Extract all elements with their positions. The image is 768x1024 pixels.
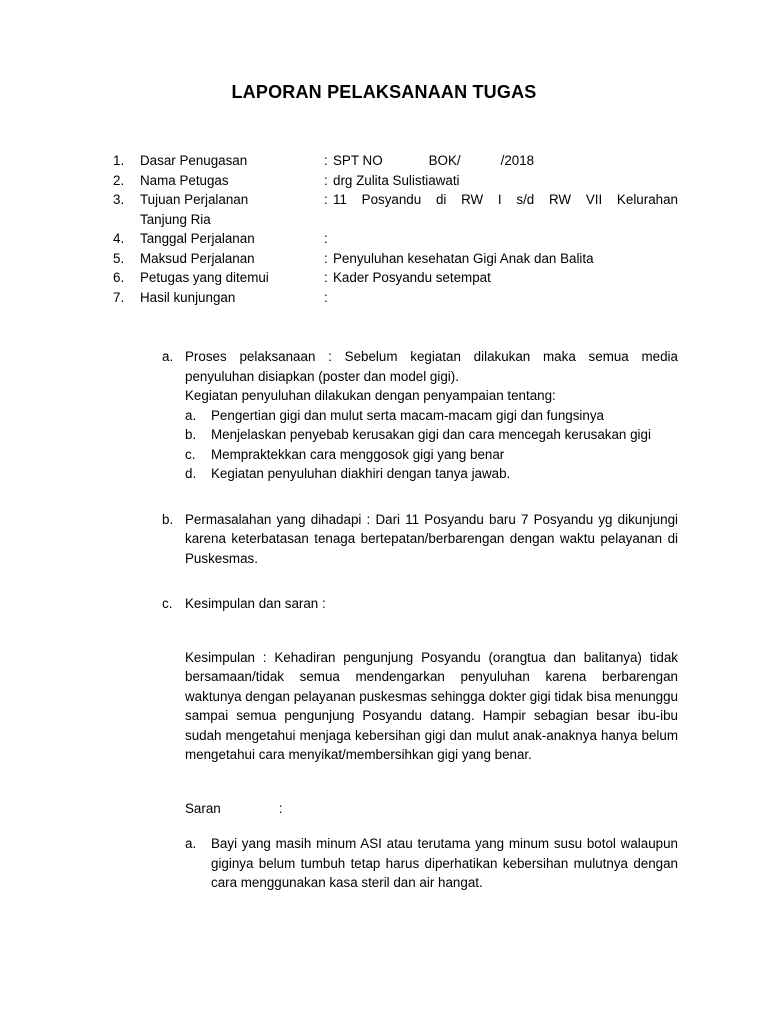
item-number: 4. — [113, 231, 125, 246]
spacer — [113, 329, 678, 347]
sub-item-text: Menjelaskan penyebab kerusakan gigi dan cara mencegah kerusakan gigi — [211, 427, 651, 442]
identification-row — [113, 249, 678, 269]
identification-row — [113, 268, 678, 288]
sub-item — [185, 464, 678, 484]
item-value: Penyuluhan kesehatan Gigi Anak dan Balita — [333, 250, 594, 266]
item-colon: : — [324, 289, 328, 305]
suggestion-heading-colon: : — [278, 800, 283, 816]
result-item-c-text: Kesimpulan dan saran : — [185, 596, 326, 611]
identification-row — [113, 288, 678, 308]
result-item-a-intro: Kegiatan penyuluhan dilakukan dengan penyampaian tentang: — [185, 388, 556, 403]
item-label: Hasil kunjungan — [140, 289, 236, 305]
sub-item — [185, 425, 678, 445]
item-value: 11 Posyandu di RW I s/d RW VII Kelurahan — [333, 192, 678, 207]
result-item-a — [113, 347, 678, 484]
item-number: 1. — [113, 153, 125, 168]
item-label: Tujuan Perjalanan — [140, 192, 249, 207]
result-item-c — [113, 594, 678, 614]
results-section — [113, 329, 678, 893]
item-colon: : — [324, 270, 328, 285]
suggestion-item-text: Bayi yang masih minum ASI atau terutama yang minum susu botol walaupun giginya belum tumbuh tetap harus diperhatikan kebersihan mulutnya dengan cara menggunakan kasa steril dan air hangat. — [211, 836, 678, 890]
item-number: 2. — [113, 172, 125, 188]
sub-item — [185, 445, 678, 465]
item-label: Nama Petugas — [140, 172, 229, 188]
identification-row — [113, 151, 678, 171]
spacer — [113, 484, 678, 510]
item-label: Tanggal Perjalanan — [140, 231, 255, 246]
sub-item-marker: c. — [185, 446, 196, 462]
suggestion-item — [185, 834, 678, 893]
spacer — [185, 765, 678, 799]
result-item-c-marker: c. — [162, 596, 173, 611]
item-colon: : — [324, 192, 328, 207]
result-item-a-text: Proses pelaksanaan : Sebelum kegiatan dilakukan maka semua media penyuluhan disiapkan (poster dan model gigi). — [185, 349, 678, 384]
sub-item-text: Mempraktekkan cara menggosok gigi yang benar — [211, 446, 505, 462]
item-colon: : — [324, 231, 328, 246]
item-number: 6. — [113, 270, 125, 285]
conclusion-paragraph: Kesimpulan : Kehadiran pengunjung Posyandu (orangtua dan balitanya) tidak bersamaan/tidak semua mendengarkan penyuluhan karena berbarengan waktunya dengan pelayanan puskesmas sehingga dokter gigi tidak bisa menunggu sampai semua pengunjung Posyandu datang. Hampir sebagian besar ibu-ibu sudah mengetahui menjaga kebersihan gigi dan mulut anak-anaknya hanya belum mengetahui cara menyikat/membersihkan gigi yang benar. — [185, 649, 678, 762]
suggestion-item-marker: a. — [185, 836, 197, 851]
identification-row — [113, 190, 678, 210]
sub-item — [185, 406, 678, 426]
sub-item-marker: b. — [185, 427, 197, 442]
item-number: 7. — [113, 289, 125, 305]
conclusion-block — [113, 648, 678, 893]
item-colon: : — [324, 250, 328, 266]
item-value: drg Zulita Sulistiawati — [333, 172, 460, 188]
sub-item-marker: a. — [185, 407, 197, 423]
item-colon: : — [324, 172, 328, 188]
result-item-b — [113, 510, 678, 569]
item-label: Dasar Penugasan — [140, 153, 248, 168]
page-title: LAPORAN PELAKSANAAN TUGAS — [231, 82, 537, 102]
sub-item-text: Kegiatan penyuluhan diakhiri dengan tanya jawab. — [211, 466, 511, 481]
item-colon: : — [324, 153, 328, 168]
result-item-a-subitems — [185, 406, 678, 484]
item-value: Kader Posyandu setempat — [333, 270, 491, 285]
result-item-a-marker: a. — [162, 349, 174, 364]
suggestion-list — [185, 834, 678, 893]
spt-no-value: SPT NO — [333, 153, 383, 168]
sub-item-marker: d. — [185, 466, 197, 481]
identification-row — [113, 171, 678, 191]
item-number: 3. — [113, 192, 125, 207]
bok-value: BOK/ — [428, 153, 461, 168]
sub-item-text: Pengertian gigi dan mulut serta macam-macam gigi dan fungsinya — [211, 407, 604, 423]
suggestion-heading — [185, 799, 678, 819]
year-value: /2018 — [500, 153, 535, 168]
identification-row — [113, 229, 678, 249]
spacer — [113, 614, 678, 648]
item-value-continuation: Tanjung Ria — [140, 211, 211, 227]
identification-list — [113, 151, 678, 307]
result-item-b-marker: b. — [162, 511, 174, 527]
spacer — [113, 568, 678, 594]
item-number: 5. — [113, 250, 125, 266]
result-item-b-text: Permasalahan yang dihadapi : Dari 11 Posyandu baru 7 Posyandu yg dikunjungi karena keterbatasan tenaga bertepatan/berbarengan dengan waktu pelayanan di Puskesmas. — [185, 511, 678, 566]
item-label: Maksud Perjalanan — [140, 250, 255, 266]
suggestion-heading-label: Saran — [185, 800, 221, 816]
item-value — [333, 151, 678, 171]
item-label: Petugas yang ditemui — [140, 270, 269, 285]
